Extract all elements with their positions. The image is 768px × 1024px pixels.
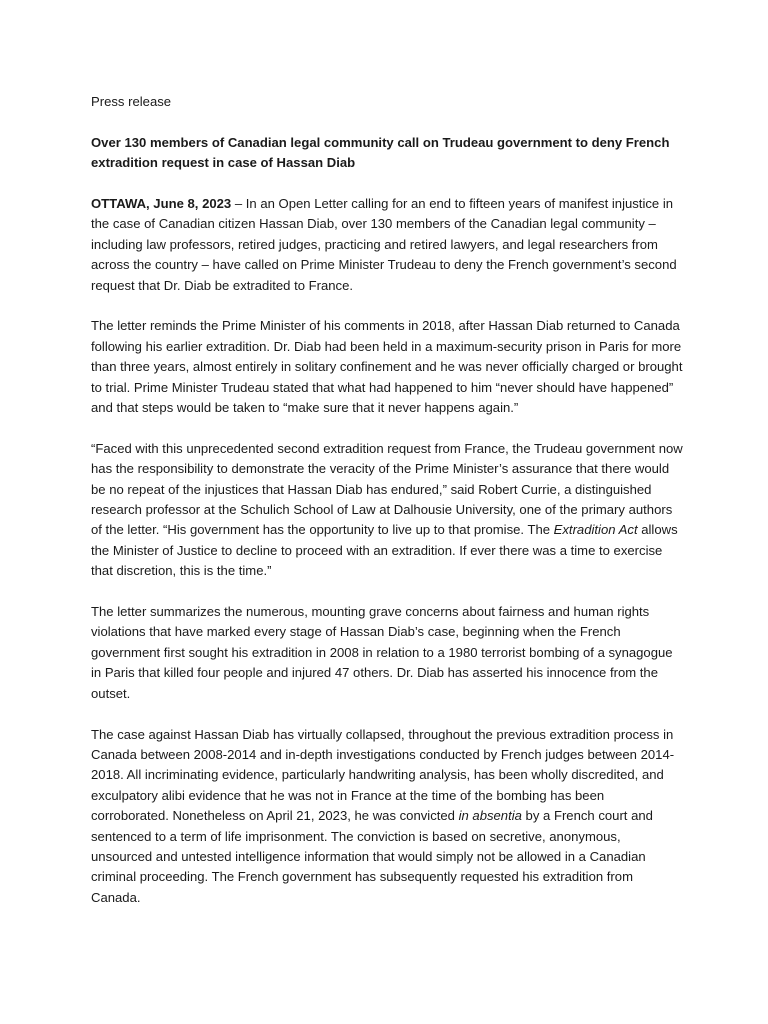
headline: Over 130 members of Canadian legal community call on Trudeau government to deny French extradition request in case of Hassan Diab: [91, 134, 670, 171]
paragraph-4: The letter summarizes the numerous, mounting grave concerns about fairness and human rights violations that have marked every stage of Hassan Diab’s case, beginning when the French government first sought his extradition in 2008 in relation to a 1980 terrorist bombing of a synagogue in Paris that killed four people and injured 47 others. Dr. Diab has asserted his innocence from the outset.: [91, 604, 673, 701]
paragraph-1-text: – In an Open Letter calling for an end to fifteen years of manifest injustice in the case of Canadian citizen Hassan Diab, over 130 members of the Canadian legal community – including law professors, retired judges, practicing and retired lawyers, and legal researchers from across the country – have called on Prime Minister Trudeau to deny the French government’s second request that Dr. Diab be extradited to France.: [91, 196, 677, 293]
paragraph-3-text-a: “Faced with this unprecedented second extradition request from France, the Trudeau government now has the responsibility to demonstrate the veracity of the Prime Minister’s assurance that there would be no repeat of the injustices that Hassan Diab has endured,” said Robert Currie, a distinguished research professor at the Schulich School of Law at Dalhousie University, one of the primary authors of the letter. “His government has the opportunity to live up to that promise. The: [91, 440, 683, 538]
paragraph-5-text-b: by a French court and sentenced to a term of life imprisonment. The conviction is based on secretive, anonymous, unsourced and untested intelligence information that would simply not be allowed in a Canadian criminal proceeding. The French government has subsequently requested his extradition from Canada.: [91, 808, 653, 905]
in-absentia-term: in absentia: [458, 808, 522, 824]
paragraph-3-text-b: allows the Minister of Justice to decline to proceed with an extradition. If ever there was a time to exercise that discretion, this is the time.”: [91, 522, 678, 579]
document-label: Press release: [91, 94, 172, 109]
paragraph-5-text-a: The case against Hassan Diab has virtually collapsed, throughout the previous extradition process in Canada between 2008-2014 and in-depth investigations conducted by French judges between 2014-2018. All incriminating evidence, particularly handwriting analysis, has been wholly discredited, and exculpatory alibi evidence that he was not in France at the time of the bombing has been corroborated. Nonetheless on April 21, 2023, he was convicted: [91, 726, 675, 824]
paragraph-3: [91, 439, 683, 582]
extradition-act-title: Extradition Act: [553, 522, 638, 538]
paragraph-2: The letter reminds the Prime Minister of his comments in 2018, after Hassan Diab returned to Canada following his earlier extradition. Dr. Diab had been held in a maximum-security prison in Paris for more than three years, almost entirely in solitary confinement and he was never officially charged or brought to trial. Prime Minister Trudeau stated that what had happened to him “never should have happened” and that steps would be taken to “make sure that it never happens again.”: [91, 318, 683, 416]
press-release-page: [91, 92, 683, 908]
paragraph-5: [91, 725, 683, 909]
dateline: OTTAWA, June 8, 2023: [91, 196, 232, 211]
paragraph-1: [91, 194, 683, 296]
